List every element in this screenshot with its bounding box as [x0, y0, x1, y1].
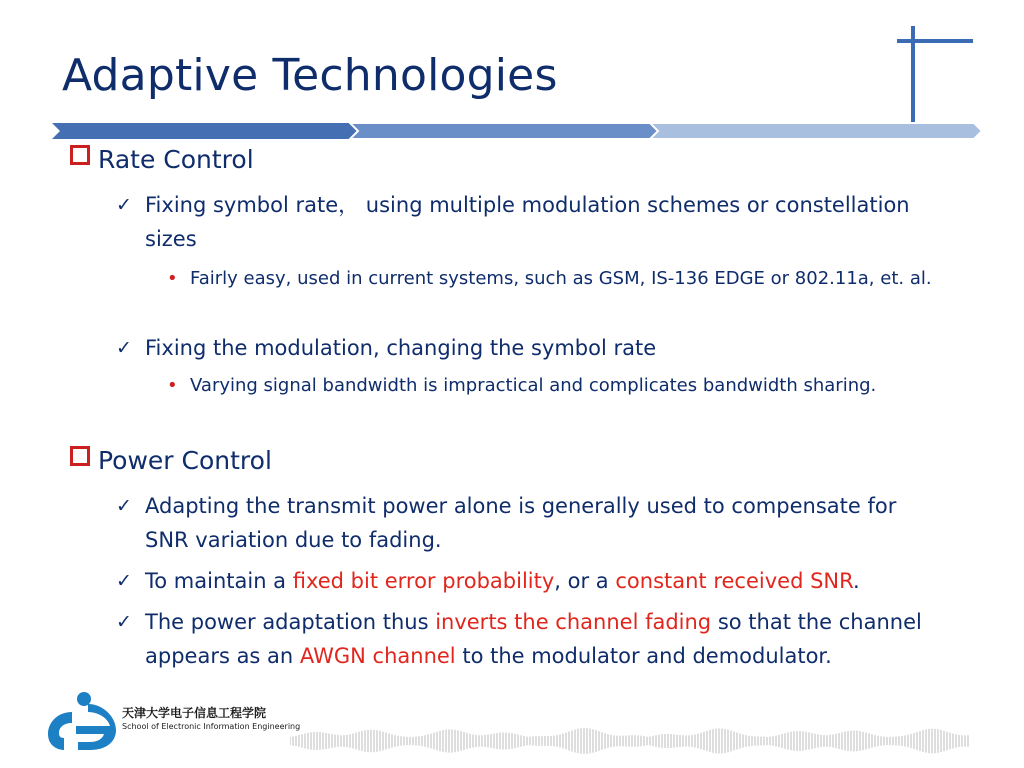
text-run: To maintain a [145, 569, 293, 593]
highlight-text: AWGN channel [299, 644, 456, 668]
checkmark-icon: ✓ [116, 194, 132, 216]
square-bullet-icon [70, 145, 90, 165]
check-item [116, 564, 926, 598]
checkmark-icon: ✓ [116, 495, 132, 517]
section-heading [70, 446, 970, 476]
slide-title: Adaptive Technologies [62, 50, 558, 101]
check-item-text: Fixing symbol rate， using multiple modulation schemes or constellation sizes [145, 193, 910, 251]
highlight-text: constant received SNR [615, 569, 853, 593]
sub-item-text: Varying signal bandwidth is impractical and complicates bandwidth sharing. [190, 375, 877, 396]
check-item [116, 331, 926, 365]
arrow-banner [52, 118, 982, 144]
square-bullet-icon [70, 446, 90, 466]
text-run: , or a [554, 569, 616, 593]
section-heading-label: Power Control [98, 446, 272, 475]
text-run: . [852, 569, 860, 593]
check-item-text: Fixing the modulation, changing the symbol rate [145, 336, 657, 360]
sub-item-text: Fairly easy, used in current systems, such as GSM, IS-136 EDGE or 802.11a, et. al. [190, 268, 932, 289]
check-item [116, 605, 926, 673]
highlight-text: fixed bit error probability [292, 569, 555, 593]
text-run: so that the channel appears as an [145, 610, 922, 668]
checkmark-icon: ✓ [116, 337, 132, 359]
dot-bullet-icon: • [167, 375, 178, 396]
check-item [116, 489, 926, 557]
banner-segment-2 [350, 123, 660, 139]
wave-decoration [290, 726, 970, 756]
cross-ornament-horizontal [897, 39, 973, 43]
text-run: to the modulator and demodulator. [455, 644, 832, 668]
check-item [116, 188, 926, 256]
banner-segment-1 [52, 123, 360, 139]
sub-item [164, 264, 964, 294]
check-item-text [145, 564, 926, 598]
logo-chinese-name: 天津大学电子信息工程学院 [122, 706, 267, 720]
banner-segment-3 [650, 123, 982, 139]
text-run: The power adaptation thus [145, 610, 436, 634]
section-heading-label: Rate Control [98, 145, 254, 174]
highlight-text: inverts the channel fading [435, 610, 712, 634]
check-item-text [145, 605, 926, 673]
checkmark-icon: ✓ [116, 570, 132, 592]
checkmark-icon: ✓ [116, 611, 132, 633]
check-item-text: Adapting the transmit power alone is generally used to compensate for SNR variation due to fading. [145, 494, 897, 552]
logo-english-name: School of Electronic Information Engineering [122, 722, 301, 731]
dot-bullet-icon: • [167, 268, 178, 289]
sub-item [164, 371, 964, 401]
ie-logo-icon [44, 690, 118, 752]
section-heading [70, 145, 970, 175]
